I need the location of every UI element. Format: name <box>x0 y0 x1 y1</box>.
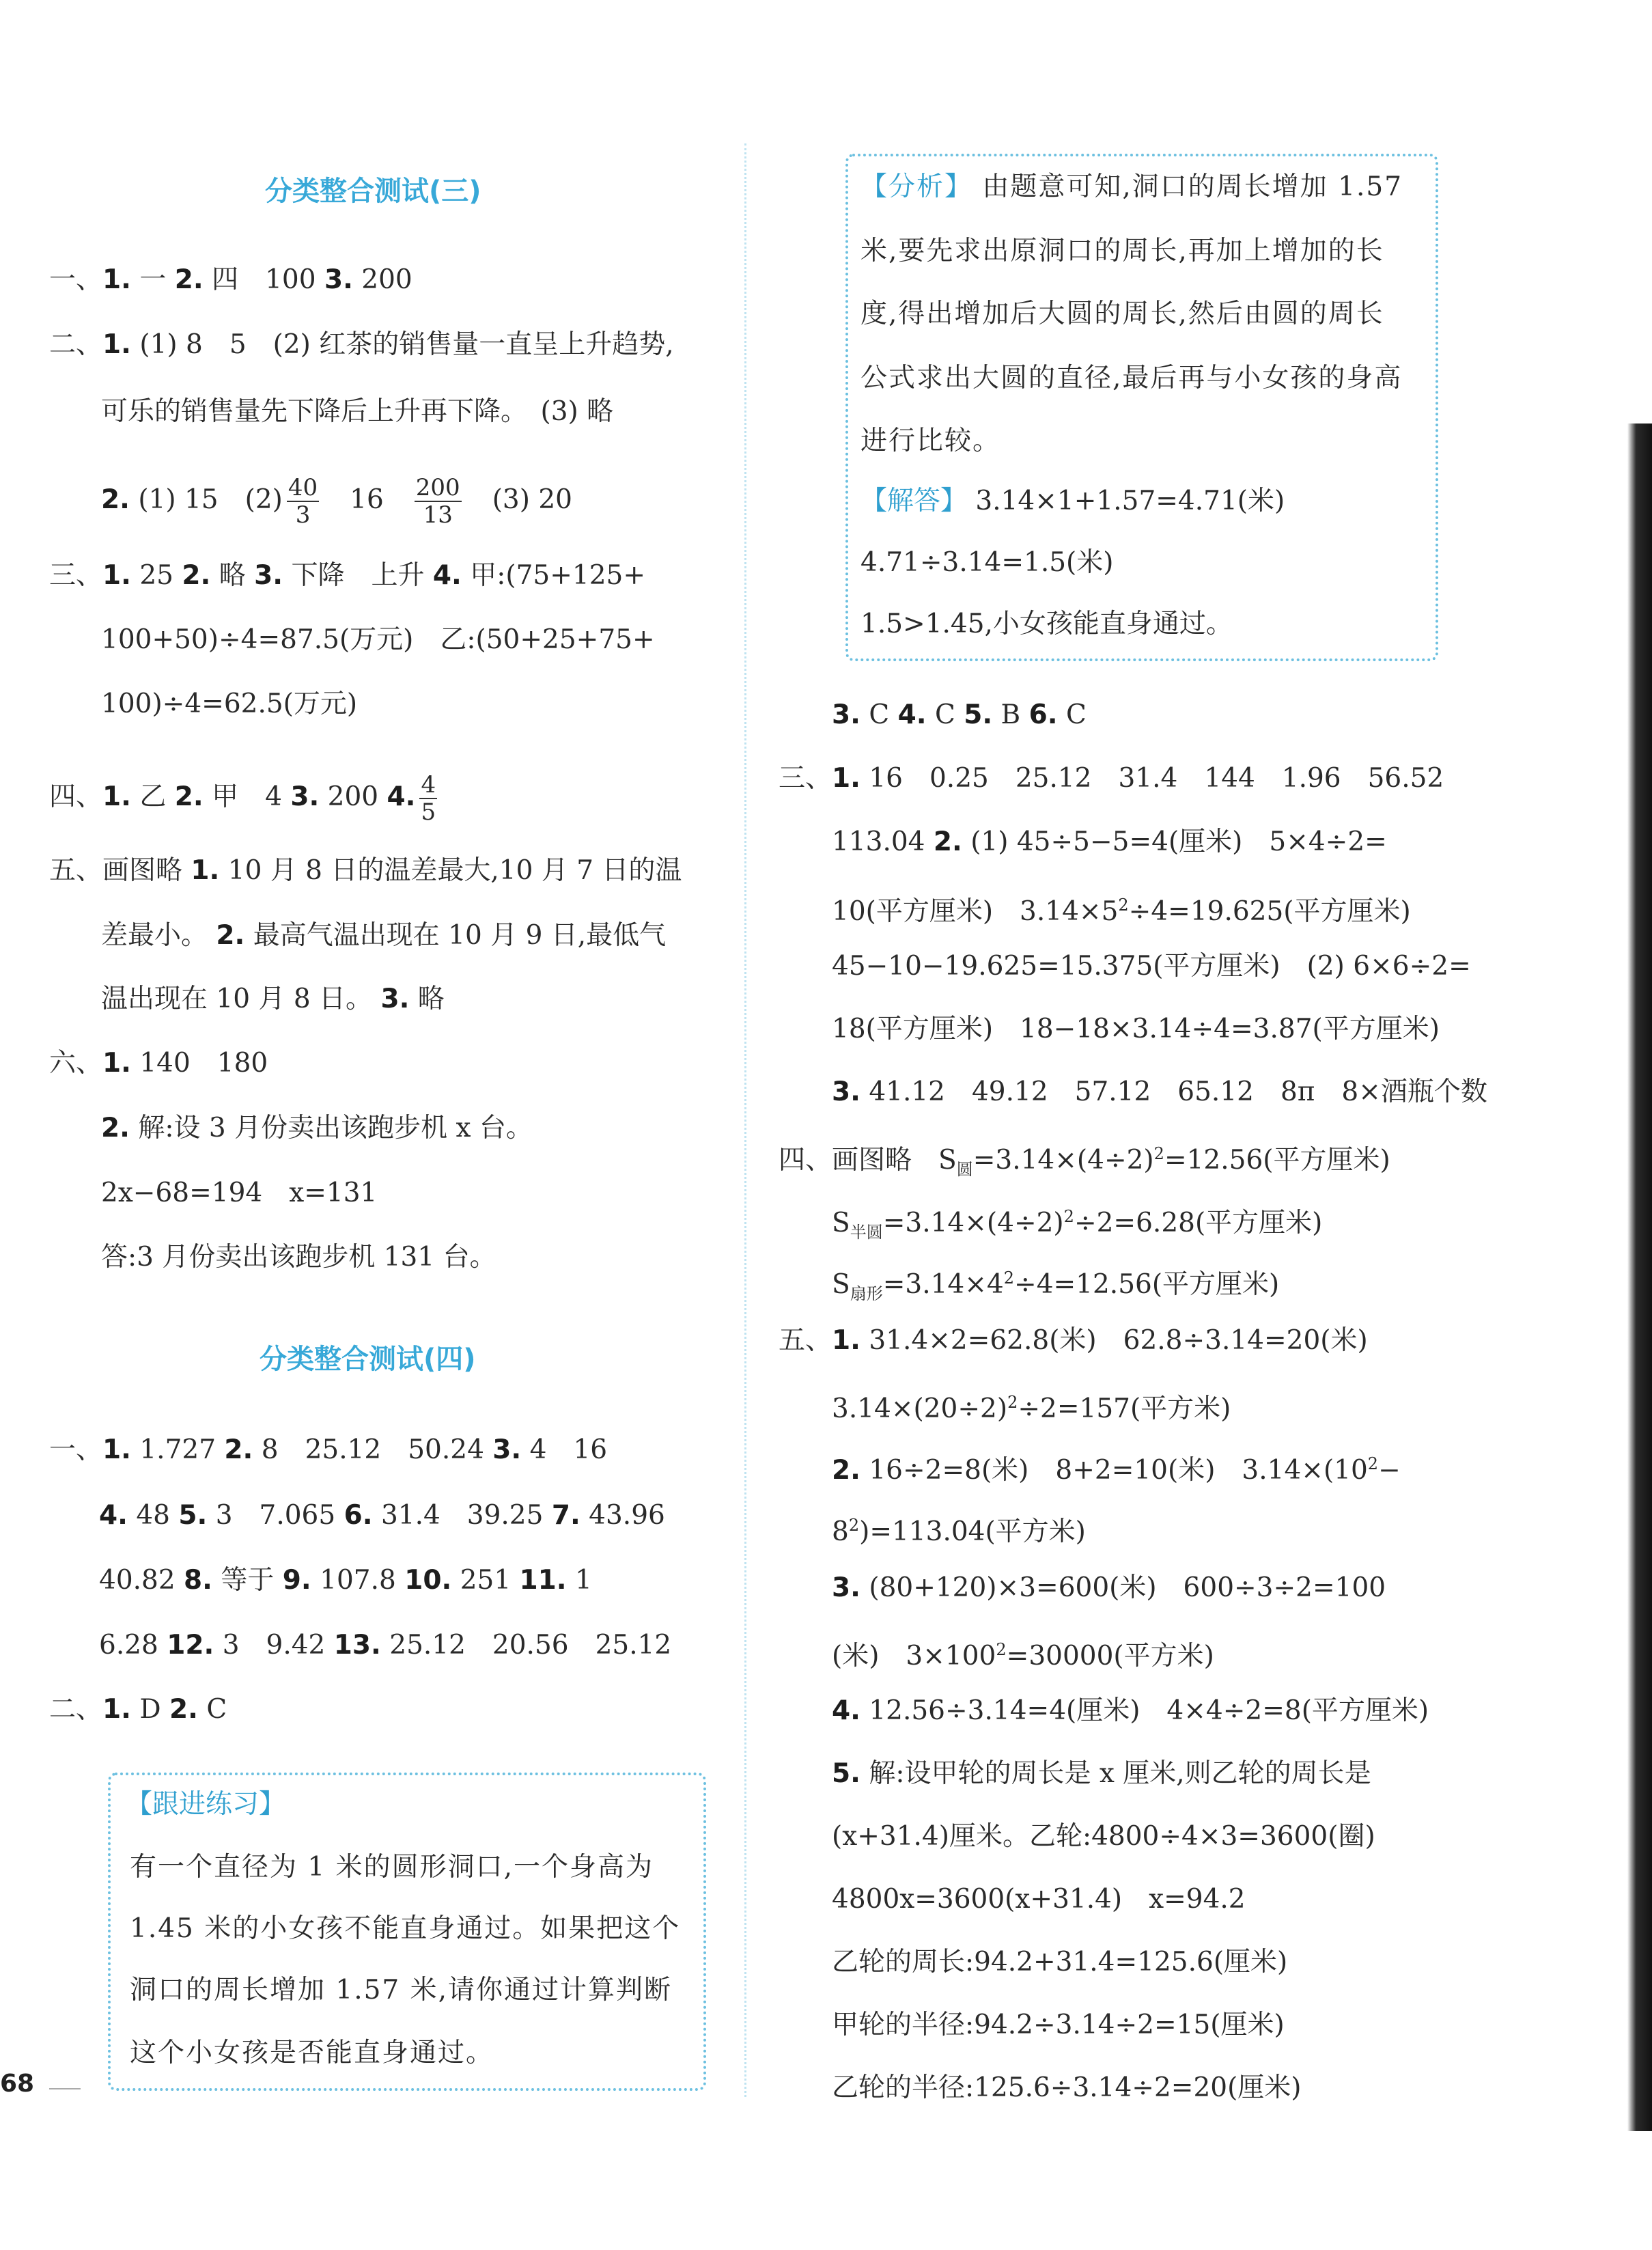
analysis-line: 度,得出增加后大圆的周长,然后由圆的周长 <box>860 298 1384 329</box>
answer-line: 甲轮的半径:94.2÷3.14÷2=15(厘米) <box>832 2010 1285 2040</box>
fraction: $\frac{200}{13}$ <box>415 474 460 529</box>
answer-line: 6.28 12. 3 9.42 13. 25.12 20.56 25.12 <box>99 1630 672 1661</box>
practice-line: 这个小女孩是否能直身通过。 <box>130 2038 494 2068</box>
answer-line: 4. 12.56÷3.14=4(厘米) 4×4÷2=8(平方厘米) <box>832 1695 1429 1726</box>
solution-line: 4.71÷3.14=1.5(米) <box>860 547 1114 578</box>
answer-line: 4. 48 5. 3 7.065 6. 31.4 39.25 7. 43.96 <box>99 1500 665 1531</box>
answer-line: 五、画图略 1. 10 月 8 日的温差最大,10 月 7 日的温 <box>49 855 682 886</box>
practice-box <box>108 1773 706 2091</box>
answer-line: 5. 解:设甲轮的周长是 x 厘米,则乙轮的周长是 <box>832 1758 1371 1789</box>
answer-line: 2x−68=194 x=131 <box>101 1178 378 1208</box>
answer-line: 五、1. 31.4×2=62.8(米) 62.8÷3.14=20(米) <box>779 1325 1368 1356</box>
answer-line: 113.04 2. (1) 45÷5−5=4(厘米) 5×4÷2= <box>832 827 1387 857</box>
answer-line: 差最小。 2. 最高气温出现在 10 月 9 日,最低气 <box>101 920 667 951</box>
solution-tag: 【解答】 <box>860 486 968 516</box>
answer-line: (x+31.4)厘米。乙轮:4800÷4×3=3600(圈) <box>832 1821 1375 1852</box>
answer-line: (米) $3\times 100^2=30000$(平方米) <box>832 1640 1214 1671</box>
solution-line: 1.5>1.45,小女孩能直身通过。 <box>860 609 1233 639</box>
practice-line: 1.45 米的小女孩不能直身通过。如果把这个 <box>130 1913 681 1944</box>
answer-line: 答:3 月份卖出该跑步机 131 台。 <box>101 1242 496 1273</box>
answer-line: 乙轮的周长:94.2+31.4=125.6(厘米) <box>832 1947 1288 1977</box>
answer-line: 4800x=3600(x+31.4) x=94.2 <box>832 1884 1246 1915</box>
scan-page-edge <box>1627 423 1652 2131</box>
answer-line: 40.82 8. 等于 9. 107.8 10. 251 11. 1 <box>99 1565 592 1596</box>
answer-line: 45−10−19.625=15.375(平方厘米) (2) 6×6÷2= <box>832 951 1471 982</box>
analysis-line: 公式求出大圆的直径,最后再与小女孩的身高 <box>860 363 1403 393</box>
answer-line: 四、画图略 $S_圆=3.14\times(4\div 2)^2=12.56$(平方厘米) <box>779 1144 1390 1179</box>
fraction: $\frac{40}{3}$ <box>288 474 318 529</box>
answer-line: $3.14\times(20\div 2)^2\div 2=157$(平方米) <box>832 1393 1231 1424</box>
answer-line: 10(平方厘米) $3.14\times 5^2\div 4=19.625$(平方厘米) <box>832 895 1411 927</box>
page-number-rule <box>49 2088 81 2089</box>
answer-line-fractions: 2. (1) 15 (2) $\frac{40}{3}$ 16 $\frac{200}{13}$ (3) 20 <box>101 474 572 529</box>
analysis-tag: 【分析】 <box>860 171 973 202</box>
practice-tag: 【跟进练习】 <box>126 1789 286 1820</box>
answer-line: 二、1. D 2. C <box>49 1694 227 1725</box>
answer-line: 3. (80+120)×3=600(米) 600÷3÷2=100 <box>832 1572 1386 1603</box>
answer-line: 可乐的销售量先下降后上升再下降。 (3) 略 <box>101 396 614 427</box>
answer-line: 18(平方厘米) 18−18×3.14÷4=3.87(平方厘米) <box>832 1014 1440 1044</box>
answer-line: 温出现在 10 月 8 日。 3. 略 <box>101 984 445 1014</box>
section-title-3: 分类整合测试(三) <box>265 176 481 207</box>
answer-line: 3. C 4. C 5. B 6. C <box>832 699 1087 730</box>
answer-line-fraction: 四、1. 乙 2. 甲 4 3. 200 4. $\frac{4}{5}$ <box>49 771 436 826</box>
answer-line: 一、1. 一 2. 四 100 3. 200 <box>49 264 412 295</box>
answer-line: 一、1. 1.727 2. 8 25.12 50.24 3. 4 16 <box>49 1434 608 1465</box>
analysis-line: 米,要先求出原洞口的周长,再加上增加的长 <box>860 236 1384 266</box>
practice-line: 洞口的周长增加 1.57 米,请你通过计算判断 <box>130 1975 673 2005</box>
analysis-line: 【分析】 由题意可知,洞口的周长增加 1.57 <box>860 171 1403 202</box>
answer-line: 六、1. 140 180 <box>49 1048 268 1079</box>
column-separator <box>744 143 746 2097</box>
solution-line: 【解答】 3.14×1+1.57=4.71(米) <box>860 486 1285 516</box>
answer-line: $8^2)=113.04$(平方米) <box>832 1516 1086 1547</box>
fraction: $\frac{4}{5}$ <box>421 771 436 826</box>
analysis-box <box>845 154 1438 661</box>
answer-line: 2. 16÷2=8(米) 8+2=10(米) $3.14\times(10^2-$ <box>832 1454 1401 1486</box>
answer-line: $S_{扇形}=3.14\times 4^2\div 4=12.56$(平方厘米) <box>832 1268 1280 1303</box>
answer-line: 100)÷4=62.5(万元) <box>101 689 358 719</box>
answer-line: 三、1. 16 0.25 25.12 31.4 144 1.96 56.52 <box>779 763 1444 794</box>
answer-line: 100+50)÷4=87.5(万元) 乙:(50+25+75+ <box>101 624 655 655</box>
analysis-line: 进行比较。 <box>860 426 1001 456</box>
answer-line: $S_{半圆}=3.14\times(4\div 2)^2\div 2=6.28$(平方厘米) <box>832 1207 1323 1242</box>
answer-line: 三、1. 25 2. 略 3. 下降 上升 4. 甲:(75+125+ <box>49 560 646 591</box>
answer-line: 3. 41.12 49.12 57.12 65.12 8π 8×酒瓶个数 <box>832 1077 1487 1107</box>
page-number: 68 <box>0 2070 35 2098</box>
practice-line: 有一个直径为 1 米的圆形洞口,一个身高为 <box>130 1852 654 1883</box>
answer-line: 2. 解:设 3 月份卖出该跑步机 x 台。 <box>101 1113 533 1143</box>
section-title-4: 分类整合测试(四) <box>260 1344 476 1375</box>
answer-line: 乙轮的半径:125.6÷3.14÷2=20(厘米) <box>832 2072 1302 2103</box>
answer-line: 二、1. (1) 8 5 (2) 红茶的销售量一直呈上升趋势, <box>49 329 674 360</box>
